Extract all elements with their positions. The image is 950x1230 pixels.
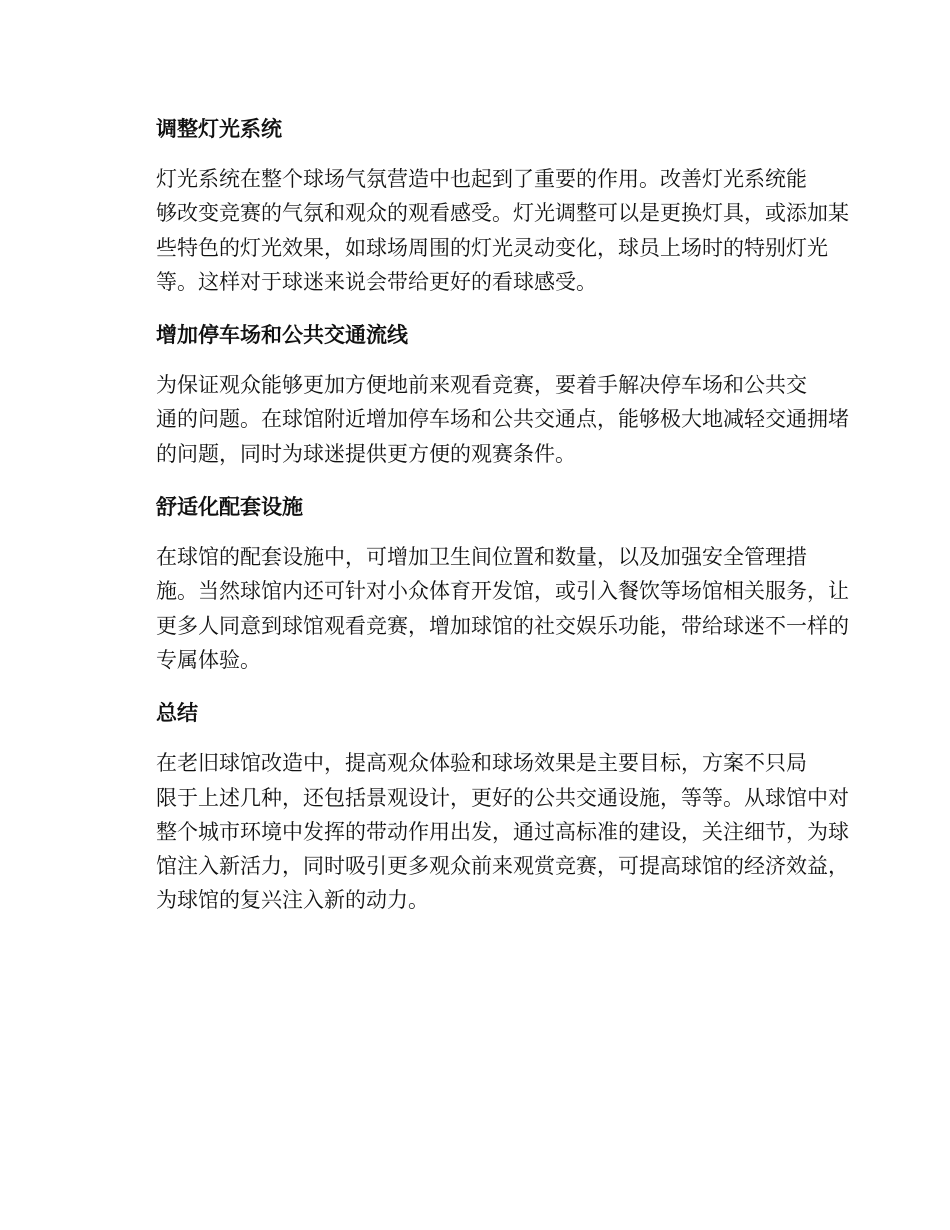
section-heading-parking: 增加停车场和公共交通流线 (156, 323, 408, 348)
paragraph-line: 馆注入新活力，同时吸引更多观众前来观赏竞赛，可提高球馆的经济效益， (156, 854, 849, 879)
spacer (113, 299, 835, 318)
paragraph-line: 通的问题。在球馆附近增加停车场和公共交通点，能够极大地减轻交通拥堵 (156, 407, 849, 432)
section-paragraph-summary (113, 746, 849, 917)
paragraph-line: 为保证观众能够更加方便地前来观看竞赛，要着手解决停车场和公共交 (156, 373, 807, 398)
paragraph-line: 为球馆的复兴注入新的动力。 (156, 888, 429, 913)
spacer (113, 471, 835, 490)
spacer (113, 352, 835, 368)
paragraph-line: 施。当然球馆内还可针对小众体育开发馆，或引入餐饮等场馆相关服务，让 (156, 579, 849, 604)
document-content (113, 112, 849, 918)
paragraph-line: 灯光系统在整个球场气氛营造中也起到了重要的作用。改善灯光系统能 (156, 167, 807, 191)
section-heading-summary: 总结 (156, 701, 198, 726)
spacer (113, 146, 835, 162)
section-paragraph-facilities (113, 540, 849, 677)
spacer (113, 524, 835, 540)
paragraph-line: 专属体验。 (156, 647, 261, 672)
paragraph-line: 等。这样对于球迷来说会带给更好的看球感受。 (156, 269, 597, 294)
paragraph-line: 够改变竞赛的气氛和观众的观看感受。灯光调整可以是更换灯具，或添加某 (156, 201, 849, 226)
spacer (113, 730, 835, 746)
section-heading-lighting: 调整灯光系统 (156, 117, 282, 141)
paragraph-line: 在老旧球馆改造中，提高观众体验和球场效果是主要目标，方案不只局 (156, 751, 807, 776)
section-paragraph-lighting (113, 162, 849, 299)
section-heading-facilities: 舒适化配套设施 (156, 495, 303, 520)
paragraph-line: 限于上述几种，还包括景观设计，更好的公共交通设施，等等。从球馆中对 (156, 785, 849, 810)
paragraph-line: 的问题，同时为球迷提供更方便的观赛条件。 (156, 441, 576, 466)
paragraph-line: 些特色的灯光效果，如球场周围的灯光灵动变化，球员上场时的特别灯光 (156, 235, 828, 260)
section-paragraph-parking (113, 368, 849, 471)
paragraph-line: 更多人同意到球馆观看竞赛，增加球馆的社交娱乐功能，带给球迷不一样的 (156, 613, 849, 638)
spacer (113, 677, 835, 696)
paragraph-line: 在球馆的配套设施中，可增加卫生间位置和数量，以及加强安全管理措 (156, 545, 807, 570)
paragraph-line: 整个城市环境中发挥的带动作用出发，通过高标准的建设，关注细节，为球 (156, 819, 849, 844)
